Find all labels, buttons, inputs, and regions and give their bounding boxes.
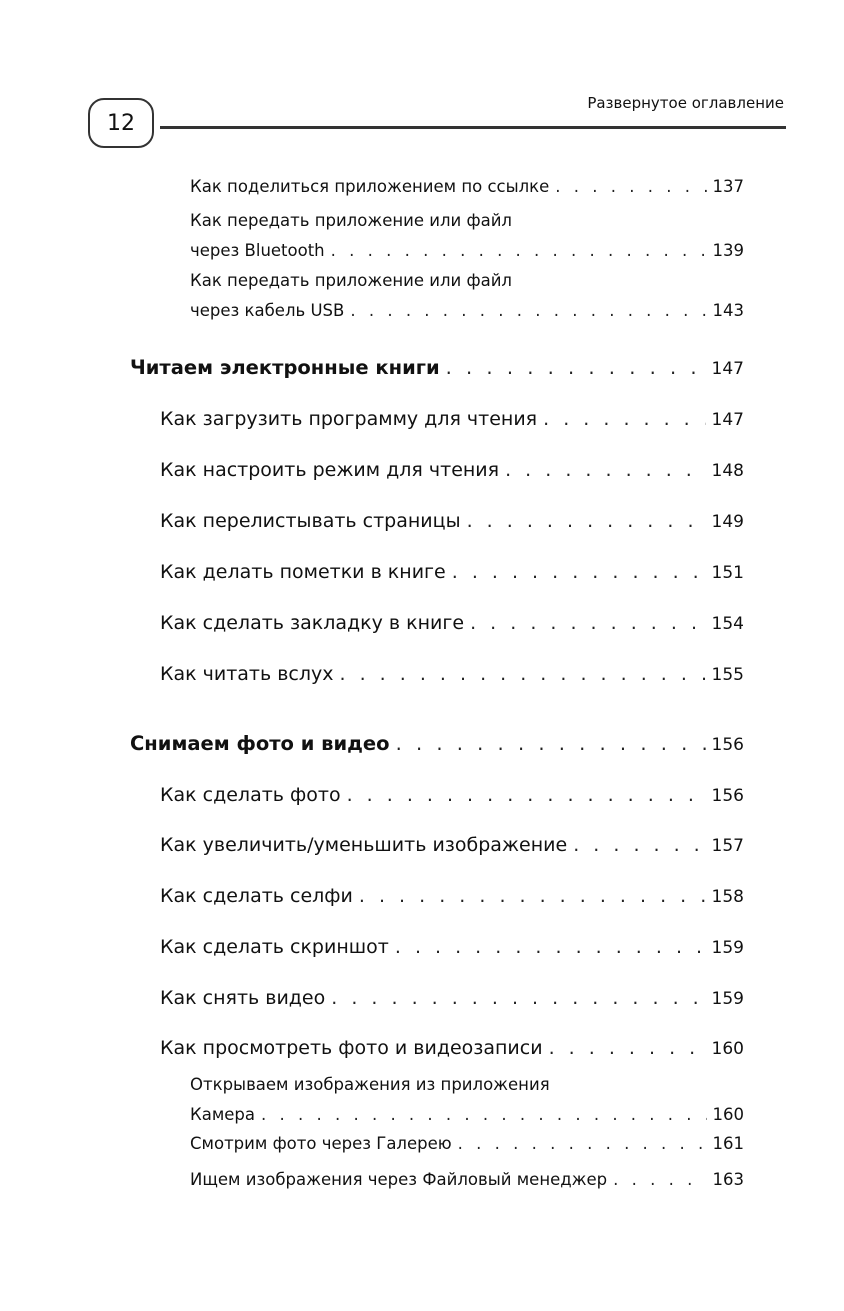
- toc-entry-title: Как загрузить программу для чтения: [160, 408, 538, 430]
- toc-chapter-title: Читаем электронные книги: [130, 356, 440, 379]
- toc-entry-page: 154: [711, 614, 744, 634]
- toc-entry-page: 139: [712, 241, 744, 260]
- toc-entry-page: 143: [712, 301, 744, 320]
- toc-entry-title: Смотрим фото через Галерею: [190, 1134, 452, 1153]
- toc-entry-page: 155: [711, 665, 744, 685]
- toc-leader-dots: [613, 1165, 706, 1195]
- toc-entry-title: Как сделать фото: [160, 784, 341, 806]
- toc-entry[interactable]: [160, 832, 744, 859]
- toc-entry-title: Как просмотреть фото и видеозаписи: [160, 1037, 543, 1059]
- toc-entry-title: Как увеличить/уменьшить изображение: [160, 834, 568, 856]
- toc-entry[interactable]: [190, 172, 744, 202]
- toc-chapter[interactable]: [130, 731, 744, 758]
- toc-entry[interactable]: [160, 1035, 744, 1062]
- toc-leader-dots: [347, 782, 706, 808]
- toc-leader-dots: [555, 172, 706, 202]
- toc-entry[interactable]: [160, 610, 744, 637]
- toc-entry[interactable]: [190, 1165, 744, 1195]
- toc-entry[interactable]: [190, 266, 744, 326]
- toc-leader-dots: [396, 731, 706, 757]
- toc-leader-dots: [573, 832, 705, 858]
- toc-entry-title: Как сделать скриншот: [160, 936, 389, 958]
- toc-leader-dots: [467, 508, 706, 534]
- toc-entry[interactable]: [160, 661, 744, 688]
- toc-entry-page: 163: [712, 1170, 744, 1189]
- toc-entry-page: 159: [711, 989, 744, 1009]
- toc-entry-title: Как перелистывать страницы: [160, 510, 461, 532]
- toc-entry-title: Как сделать селфи: [160, 885, 353, 907]
- toc-entry-page: 147: [711, 410, 744, 430]
- section-title: Развернутое оглавление: [587, 94, 784, 112]
- toc-entry[interactable]: [160, 985, 744, 1012]
- header-rule: [160, 126, 786, 129]
- toc-entry[interactable]: [190, 1070, 744, 1130]
- toc-entry-page: 156: [711, 735, 744, 755]
- toc-entry[interactable]: [190, 1129, 744, 1159]
- toc-entry[interactable]: [160, 508, 744, 535]
- toc-leader-dots: [350, 296, 706, 326]
- toc-chapter[interactable]: [130, 355, 744, 382]
- toc-entry[interactable]: [190, 206, 744, 266]
- toc-entry[interactable]: [160, 559, 744, 586]
- toc-entry-page: 151: [711, 563, 744, 583]
- toc-entry-page: 148: [711, 461, 744, 481]
- toc-entry-title: Как настроить режим для чтения: [160, 459, 500, 481]
- toc-entry[interactable]: [160, 934, 744, 961]
- toc-entry-page: 160: [712, 1105, 744, 1124]
- toc-leader-dots: [331, 985, 705, 1011]
- toc-leader-dots: [452, 559, 706, 585]
- toc-entry-title: через кабель USB: [190, 301, 345, 320]
- toc-entry-title: Как снять видео: [160, 987, 326, 1009]
- toc-leader-dots: [340, 661, 706, 687]
- toc-entry-page: 158: [711, 887, 744, 907]
- toc-entry-page: 160: [711, 1039, 744, 1059]
- toc-entry-page: 156: [711, 786, 744, 806]
- toc-entry-page: 149: [711, 512, 744, 532]
- toc-entry-title: через Bluetooth: [190, 241, 325, 260]
- toc-leader-dots: [446, 355, 706, 381]
- toc-entry-page: 137: [712, 177, 744, 196]
- toc-leader-dots: [458, 1129, 707, 1159]
- toc-entry-title: Как читать вслух: [160, 663, 334, 685]
- toc-leader-dots: [331, 236, 707, 266]
- toc-entry-title: Камера: [190, 1105, 256, 1124]
- toc-entry-page: 147: [711, 359, 744, 379]
- toc-entry-title: Ищем изображения через Файловый менеджер: [190, 1170, 608, 1189]
- toc-entry[interactable]: [160, 406, 744, 433]
- toc-leader-dots: [505, 457, 705, 483]
- toc-entry-title-line: Открываем изображения из приложения: [190, 1075, 550, 1094]
- toc-entry-title-line: Как передать приложение или файл: [190, 211, 512, 230]
- toc-entry-page: 157: [711, 836, 744, 856]
- toc-entry-page: 161: [712, 1134, 744, 1153]
- toc-entry[interactable]: [160, 782, 744, 809]
- toc-chapter-title: Снимаем фото и видео: [130, 732, 390, 755]
- toc-leader-dots: [470, 610, 705, 636]
- toc-entry-title: Как поделиться приложением по ссылке: [190, 177, 550, 196]
- toc-entry-title: Как делать пометки в книге: [160, 561, 446, 583]
- toc-entry-page: 159: [711, 938, 744, 958]
- page-number-badge: 12: [88, 98, 154, 148]
- toc-entry-title-line: Как передать приложение или файл: [190, 271, 512, 290]
- toc-entry[interactable]: [160, 883, 744, 910]
- toc-leader-dots: [549, 1035, 706, 1061]
- toc-entry-title: Как сделать закладку в книге: [160, 612, 465, 634]
- toc-entry[interactable]: [160, 457, 744, 484]
- toc-leader-dots: [359, 883, 706, 909]
- toc-leader-dots: [261, 1100, 706, 1130]
- toc-leader-dots: [543, 406, 705, 432]
- toc-leader-dots: [395, 934, 706, 960]
